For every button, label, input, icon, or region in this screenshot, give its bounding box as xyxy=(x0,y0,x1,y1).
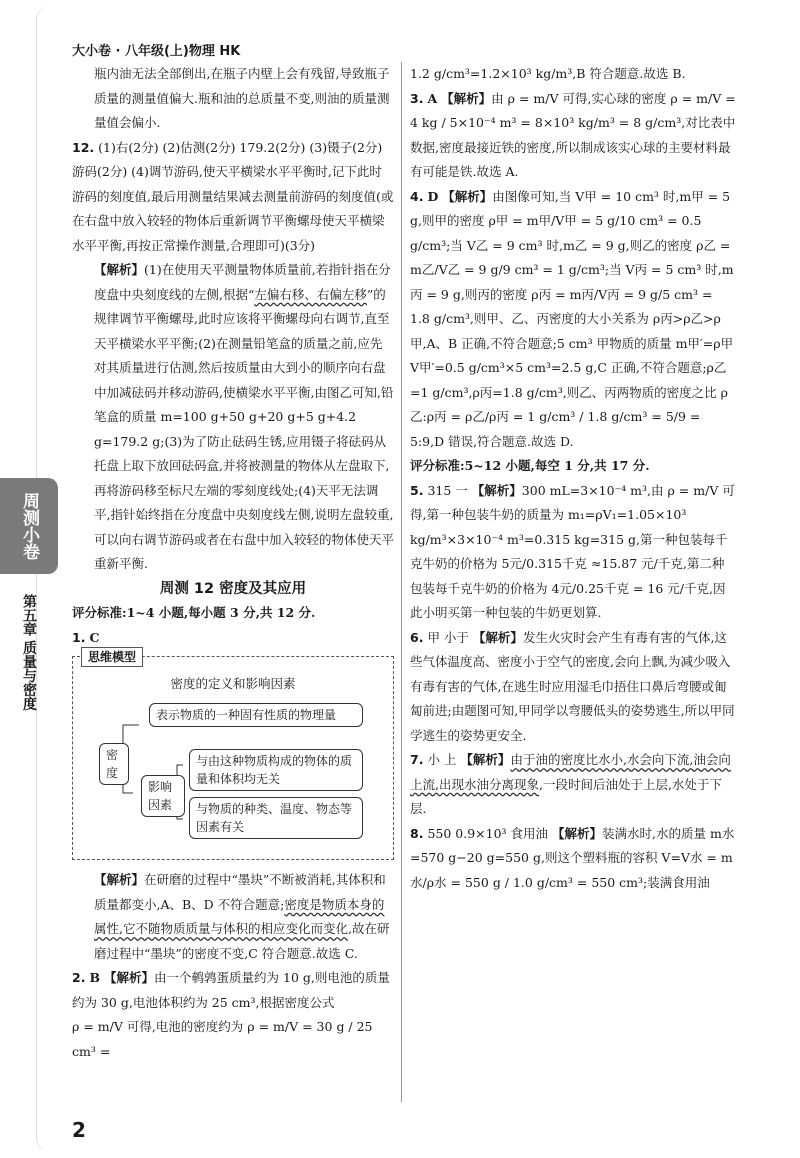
formula-line: ρ = m/V 可得,电池的密度约为 ρ = m/V = 30 g / 25 cm³ = xyxy=(72,1019,373,1059)
answer-text: 315 一 xyxy=(427,482,468,498)
explanation-text: 300 mL=3×10⁻⁴ m³,由 ρ = m/V 可得,第一种包装牛奶的质量为 m₁=ρV₁=1.05×10³ kg/m³×3×10⁻⁴ m³=0.315 kg=315 g,第一种包装每千克牛奶的价格为 5元/0.315千克 ≈15.87 元/千克,第二种包装每千克牛奶的价格为 4元/0.25千克 = 16 元/千克,因此小明买第一种包装的牛奶更划算. xyxy=(410,482,735,620)
thinking-model-label: 思维模型 xyxy=(81,647,143,667)
explanation-label: 【解析】 xyxy=(442,188,493,204)
answer-continuation: 瓶内油无法全部倒出,在瓶子内壁上会有残留,导致瓶子质量的测量值偏大.瓶和油的总质量不变,则油的质量测量值会偏小. xyxy=(94,66,390,130)
answer-text: C xyxy=(89,629,100,645)
explanation-text: ”的规律调节平衡螺母,此时应该将平衡螺母向右调节,直至天平横梁水平平衡;(2)在测量铅笔盒的质量之前,应先对其质量进行估测,然后按质量由大到小的顺序向右盘中加减砝码并移动游码,使横梁水平平衡,由图乙可知,铅笔盒的质量 m=100 g+50 g+20 g+5 g+4.2 g=179.2 g;(3)为了防止砝码生锈,应用镊子将砝码从托盘上取下放回砝码盒,并将被测量的物体从左盘取下,再将游码移至标尺左端的零刻度线处;(4)天平无法调平,指针始终指在分度盘中央刻度线左侧,说明左盘较重,可以向右调节游码或者在右盘中加入较轻的物体使天平重新平衡. xyxy=(94,286,395,571)
side-tab-weekly-test[interactable]: 周测小卷 xyxy=(0,478,58,574)
answer-continuation: 1.2 g/cm³=1.2×10³ kg/m³,B 符合题意.故选 B. xyxy=(410,66,686,81)
column-divider xyxy=(401,62,402,1102)
question-3 xyxy=(410,87,736,185)
answer-text: (1)右(2分) (2)估测(2分) 179.2(2分) (3)镊子(2分) 游码(2分) (4)调节游码,使天平横梁水平平衡时,记下此时游码的刻度值,最后用测量结果减去测量前游码的刻度值(或在右盘中放入较轻的物体后重新调节平衡螺母使天平横梁水平平衡,再按正常操作测量,合理即可)(3分) xyxy=(72,139,394,253)
model-factor-1: 与由这种物质构成的物体的质量和体积均无关 xyxy=(189,749,363,791)
question-4 xyxy=(410,185,736,455)
question-number: 3. xyxy=(410,90,424,106)
answer-text: A xyxy=(427,90,438,106)
highlighted-text: 左偏右移、右偏左移 xyxy=(254,286,367,302)
question-number: 4. xyxy=(410,188,424,204)
question-8 xyxy=(410,822,736,896)
right-column xyxy=(410,62,736,895)
answer-text: 甲 小于 xyxy=(427,629,469,645)
question-number: 2. xyxy=(72,970,86,985)
question-number: 5. xyxy=(410,482,424,498)
explanation-label: 【解析】 xyxy=(104,970,155,985)
question-2 xyxy=(72,966,394,1015)
explanation-text: 由一个鹌鹑蛋质量约为 10 g,则电池的质量约为 30 g,电池体积约为 25 cm³,根据密度公式 xyxy=(72,970,390,1010)
model-title: 密度的定义和影响因素 xyxy=(170,676,296,691)
page-number: 2 xyxy=(72,1118,86,1142)
question-5 xyxy=(410,479,736,626)
answer-text: B xyxy=(89,970,101,985)
question-7 xyxy=(410,748,736,822)
explanation-text: (1)在使用天平测量物体质量前,若指针指在分度盘中央刻度线的左侧,根据“ xyxy=(94,262,391,302)
explanation-1 xyxy=(72,868,394,966)
explanation-text: 装满水时,水的质量 m水=570 g−20 g=550 g,则这个塑料瓶的容积 V=V水 = m水/ρ水 = 550 g / 1.0 g/cm³ = 550 cm³;装满食用油 xyxy=(410,825,735,890)
explanation-label: 【解析】 xyxy=(94,262,145,277)
question-12 xyxy=(72,136,394,259)
page-header: 大小卷 · 八年级(上)物理 HK xyxy=(72,44,241,59)
explanation-label: 【解析】 xyxy=(552,825,603,841)
explanation-label: 【解析】 xyxy=(472,629,523,645)
section-title: 周测 12 密度及其应用 xyxy=(159,580,307,597)
model-factor-2: 与物质的种类、温度、物态等因素有关 xyxy=(189,797,363,839)
explanation-text: 由图像可知,当 V甲 = 10 cm³ 时,m甲 = 5 g,则甲的密度 ρ甲 = m甲/V甲 = 5 g/10 cm³ = 0.5 g/cm³;当 V乙 = 9 cm³ 时,m乙 = 9 g,则乙的密度 ρ乙 = m乙/V乙 = 9 g/9 cm³ = 1 g/cm³;当 V丙 = 5 cm³ 时,m丙 = 9 g,则丙的密度 ρ丙 = m丙/V丙 = 9 g/5 cm³ = 1.8 g/cm³,则甲、乙、丙密度的大小关系为 ρ丙>ρ乙>ρ甲,A、B 正确,不符合题意;5 cm³ 甲物质的质量 m甲′=ρ甲 V甲′=0.5 g/cm³×5 cm³=2.5 g,C 正确,不符合题意;ρ乙=1 g/cm³,ρ丙=1.8 g/cm³,则乙、丙两物质的密度之比 ρ乙:ρ丙 = ρ乙/ρ丙 = 1 g/cm³ / 1.8 g/cm³ = 5/9 = 5:9,D 错误,符合题意.故选 D. xyxy=(410,188,734,449)
explanation-label: 【解析】 xyxy=(460,752,511,767)
explanation-text: 发生火灾时会产生有毒有害的气体,这些气体温度高、密度小于空气的密度,会向上飘,为减少吸入有毒有害的气体,在逃生时应用湿毛巾捂住口鼻后弯腰或匍匐前进;由题图可知,甲同学以弯腰低头的姿势逃生,所以甲同学逃生的姿势更安全. xyxy=(410,629,735,743)
score-standard: 评分标准:1~4 小题,每小题 3 分,共 12 分. xyxy=(72,605,316,620)
side-chapter-label: 第五章 质量与密度 xyxy=(21,594,37,711)
score-standard: 评分标准:5~12 小题,每空 1 分,共 17 分. xyxy=(410,458,650,473)
explanation-text: 在研磨的过程中“墨块”不断被消耗,其体积和质量都变小,A、B、D 不符合题意; xyxy=(94,872,386,912)
model-root-density: 密度 xyxy=(99,743,129,785)
explanation-label: 【解析】 xyxy=(471,482,522,498)
explanation-label: 【解析】 xyxy=(94,872,145,887)
explanation-label: 【解析】 xyxy=(441,90,492,106)
thinking-model-box xyxy=(72,650,394,860)
answer-text: D xyxy=(427,188,439,204)
explanation-text: ,故在研磨过程中“墨块”的密度不变,C 符合题意.故选 C. xyxy=(94,921,390,961)
question-6 xyxy=(410,626,736,749)
question-number: 8. xyxy=(410,825,424,841)
model-influence-factors: 影响因素 xyxy=(141,775,185,817)
answer-text: 550 0.9×10³ 食用油 xyxy=(427,825,549,841)
highlighted-text: 由于油的密度比水小,水会向下流,油会向上流,出现水油分离现象 xyxy=(410,752,731,792)
highlighted-text: 密度是物质本身的属性,它不随物质质量与体积的相应变化而变化 xyxy=(94,896,385,936)
question-number: 7. xyxy=(410,752,424,767)
question-number: 12. xyxy=(72,139,95,155)
question-number: 1. xyxy=(72,629,86,645)
explanation-12 xyxy=(72,258,394,577)
answer-text: 小 上 xyxy=(427,752,457,767)
explanation-text: ,一段时间后油处于上层,水处于下层. xyxy=(410,776,722,816)
model-definition: 表示物质的一种固有性质的物理量 xyxy=(149,703,363,727)
left-column xyxy=(72,62,394,1064)
question-number: 6. xyxy=(410,629,424,645)
explanation-text: 由 ρ = m/V 可得,实心球的密度 ρ = m/V = 4 kg / 5×10⁻⁴ m³ = 8×10³ kg/m³ = 8 g/cm³,对比表中数据,密度最接近铁的密度,所以制成该实心球的主要材料最有可能是铁.故选 A. xyxy=(410,90,736,179)
